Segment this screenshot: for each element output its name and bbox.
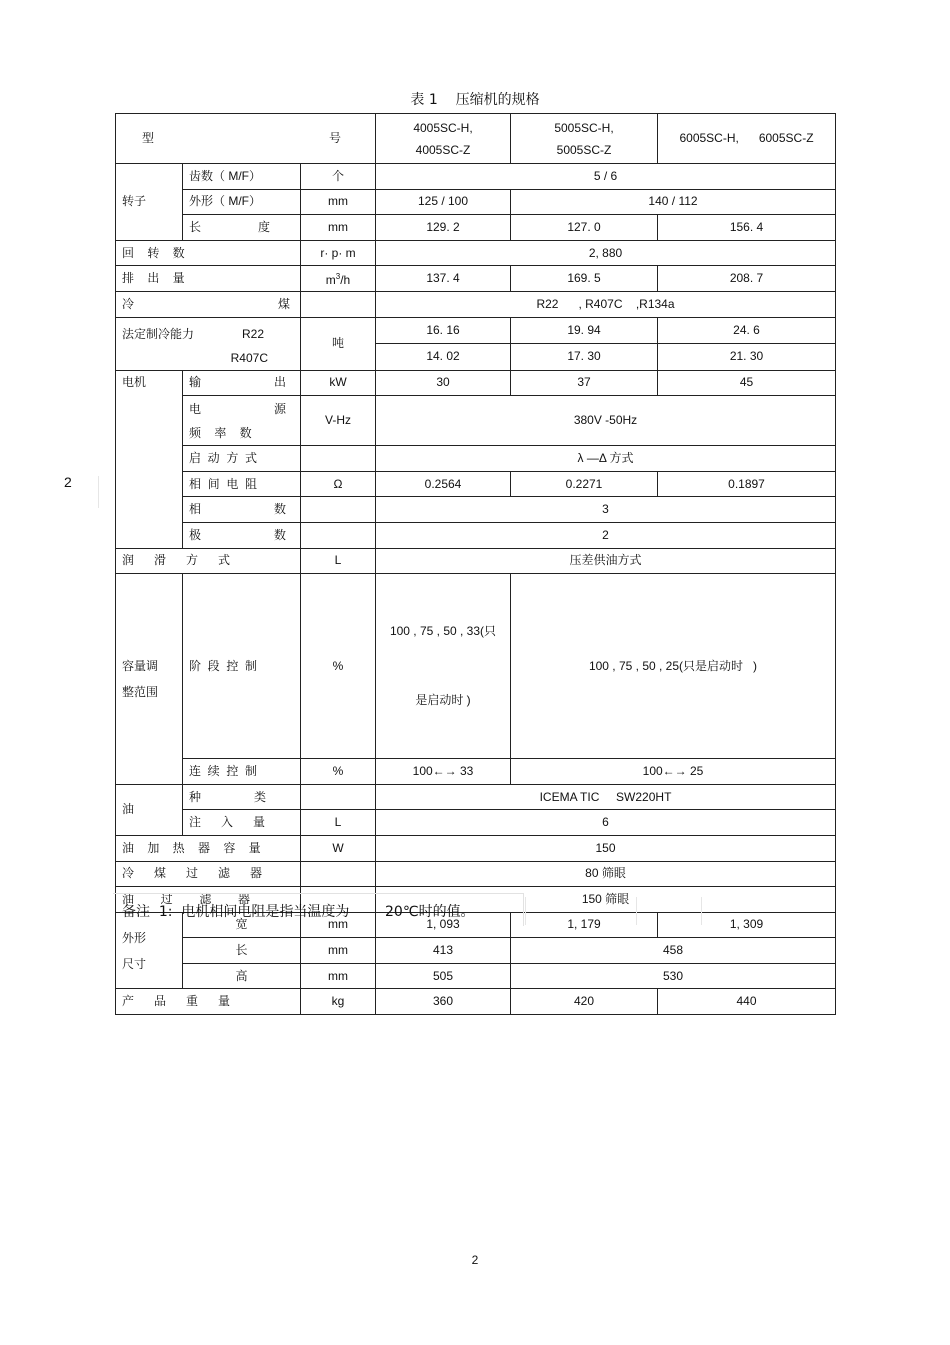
step-control-row <box>116 574 836 759</box>
oil-fill-unit: L <box>301 810 376 836</box>
motor-phase-value: 3 <box>376 497 836 523</box>
motor-output-value-1: 30 <box>376 370 511 396</box>
continuous-control-label: 连 续 控 制 <box>183 759 301 785</box>
teeth-value: 5 / 6 <box>376 164 836 190</box>
continuous-control-row <box>116 759 836 785</box>
side-number: 2 <box>64 474 72 490</box>
motor-resist-unit: Ω <box>301 471 376 497</box>
outer-value-1: 125 / 100 <box>376 189 511 215</box>
dim-height-row <box>116 963 836 989</box>
continuous-control-value-1: 100←→ 33 <box>376 759 511 785</box>
model-2-cell <box>511 114 658 164</box>
step-control-value-1 <box>376 574 511 759</box>
weight-value-1: 360 <box>376 989 511 1015</box>
footnote: 备注 1: 电机相间电阻是指当温度为 20℃时的值。 <box>122 904 475 920</box>
ref-filter-unit <box>301 861 376 887</box>
motor-pole-label-a: 极 <box>189 527 202 542</box>
motor-output-unit: kW <box>301 370 376 396</box>
motor-output-label-a: 输 <box>189 375 202 390</box>
model-3-cell: 6005SC-H, 6005SC-Z <box>658 114 836 164</box>
step-control-value-1-line1: 100 , 75 , 50 , 33(只 <box>389 624 497 639</box>
dims-group-line2: 尺寸 <box>122 956 147 971</box>
refrigerant-label <box>116 291 301 317</box>
oil-filter-value: 150 筛眼 <box>376 887 836 913</box>
motor-power-label-b: 源 <box>273 401 286 416</box>
motor-output-label-b: 出 <box>273 375 286 390</box>
discharge-unit-tail: /h <box>340 273 351 288</box>
refrigerant-unit <box>301 291 376 317</box>
oil-filter-label: 油 过 滤 器 <box>116 887 301 913</box>
model-label-right: 号 <box>328 131 341 145</box>
outer-unit: mm <box>301 189 376 215</box>
oil-type-label-b: 类 <box>253 789 266 804</box>
faint-divider-3 <box>701 897 702 925</box>
heater-value: 150 <box>376 835 836 861</box>
rotor-length-value-3: 156. 4 <box>658 215 836 241</box>
oil-type-row <box>116 784 836 810</box>
refrigerant-row <box>116 291 836 317</box>
heater-label: 油 加 热 器 容 量 <box>116 835 301 861</box>
model-label-cell <box>116 114 376 164</box>
cap-range-group-line2: 整范围 <box>122 684 159 699</box>
rpm-value: 2, 880 <box>376 240 836 266</box>
motor-output-label <box>183 370 301 396</box>
faint-side-divider <box>98 476 99 508</box>
capacity-r22-label: R22 <box>241 326 264 341</box>
motor-output-value-2: 37 <box>511 370 658 396</box>
discharge-label: 排 出 量 <box>116 266 301 292</box>
motor-phase-label-a: 相 <box>189 502 202 517</box>
oil-type-label <box>183 784 301 810</box>
dim-width-label: 宽 <box>183 912 301 938</box>
motor-resist-value-1: 0.2564 <box>376 471 511 497</box>
motor-power-value: 380V -50Hz <box>376 396 836 446</box>
capacity-label-cell <box>116 317 301 370</box>
model-1-line2: 4005SC-Z <box>415 142 471 157</box>
continuous-control-value-23: 100←→ 25 <box>511 759 836 785</box>
discharge-value-1: 137. 4 <box>376 266 511 292</box>
capacity-r22-value-3: 24. 6 <box>658 317 836 344</box>
capacity-r407c-label: R407C <box>230 350 268 365</box>
motor-resist-value-2: 0.2271 <box>511 471 658 497</box>
capacity-r22-row <box>116 317 836 344</box>
ref-filter-value: 80 筛眼 <box>376 861 836 887</box>
discharge-unit-sup: 3 <box>335 272 341 282</box>
outer-value-23: 140 / 112 <box>511 189 836 215</box>
lubrication-unit: L <box>301 548 376 574</box>
motor-group-label: 电机 <box>116 370 183 548</box>
capacity-r22-value-1: 16. 16 <box>376 317 511 344</box>
step-control-label: 阶 段 控 制 <box>183 574 301 759</box>
step-control-value-1-line2: 是启动时 ) <box>415 693 471 708</box>
capacity-r407c-value-1: 14. 02 <box>376 344 511 371</box>
model-header-row <box>116 114 836 164</box>
model-1-cell <box>376 114 511 164</box>
motor-output-value-3: 45 <box>658 370 836 396</box>
dim-height-value-1: 505 <box>376 963 511 989</box>
dim-length-label: 长 <box>183 938 301 964</box>
oil-group-label: 油 <box>116 784 183 835</box>
motor-power-row <box>116 396 836 446</box>
motor-pole-label <box>183 522 301 548</box>
motor-resist-row <box>116 471 836 497</box>
weight-label: 产 品 重 量 <box>116 989 301 1015</box>
refrigerant-label-b: 煤 <box>277 296 290 311</box>
discharge-value-2: 169. 5 <box>511 266 658 292</box>
rotor-outer-row <box>116 189 836 215</box>
oil-fill-label: 注 入 量 <box>183 810 301 836</box>
motor-pole-value: 2 <box>376 522 836 548</box>
ref-filter-label: 冷 煤 过 滤 器 <box>116 861 301 887</box>
discharge-unit <box>301 266 376 292</box>
dim-length-value-1: 413 <box>376 938 511 964</box>
capacity-unit: 吨 <box>301 317 376 370</box>
page-number: 2 <box>471 1253 479 1267</box>
dim-length-unit: mm <box>301 938 376 964</box>
rpm-row <box>116 240 836 266</box>
discharge-value-3: 208. 7 <box>658 266 836 292</box>
dim-length-row <box>116 938 836 964</box>
weight-value-3: 440 <box>658 989 836 1015</box>
weight-row <box>116 989 836 1015</box>
rotor-length-value-1: 129. 2 <box>376 215 511 241</box>
dim-height-label: 高 <box>183 963 301 989</box>
cap-range-group-label <box>116 574 183 785</box>
model-1-line1: 4005SC-H, <box>413 120 473 135</box>
oil-type-unit <box>301 784 376 810</box>
refrigerant-value: R22 , R407C ,R134a <box>376 291 836 317</box>
dim-height-unit: mm <box>301 963 376 989</box>
motor-power-label <box>183 396 301 446</box>
model-2-line2: 5005SC-Z <box>556 142 612 157</box>
cap-range-group-line1: 容量调 <box>122 658 159 673</box>
capacity-r407c-value-2: 17. 30 <box>511 344 658 371</box>
discharge-row <box>116 266 836 292</box>
rpm-label: 回 转 数 <box>116 240 301 266</box>
motor-phase-unit <box>301 497 376 523</box>
continuous-control-unit: % <box>301 759 376 785</box>
step-control-unit: % <box>301 574 376 759</box>
ref-filter-row <box>116 861 836 887</box>
motor-pole-unit <box>301 522 376 548</box>
discharge-unit-base: m <box>325 273 336 288</box>
motor-start-value: λ —Δ 方式 <box>376 446 836 472</box>
motor-phase-label <box>183 497 301 523</box>
dim-height-value-23: 530 <box>511 963 836 989</box>
rotor-group-label: 转子 <box>116 164 183 241</box>
heater-row <box>116 835 836 861</box>
motor-pole-label-b: 数 <box>273 527 286 542</box>
capacity-r22-value-2: 19. 94 <box>511 317 658 344</box>
faint-divider-1 <box>525 897 526 925</box>
outer-label: 外形（ M/F） <box>183 189 301 215</box>
dim-width-value-3: 1, 309 <box>658 912 836 938</box>
dim-width-unit: mm <box>301 912 376 938</box>
rotor-length-label-a: 长 <box>189 219 202 234</box>
rpm-unit: r· p· m <box>301 240 376 266</box>
rotor-length-value-2: 127. 0 <box>511 215 658 241</box>
table-caption: 表 1 压缩机的规格 <box>410 92 540 108</box>
motor-pole-row <box>116 522 836 548</box>
rotor-length-unit: mm <box>301 215 376 241</box>
motor-resist-label: 相 间 电 阻 <box>183 471 301 497</box>
rotor-length-row <box>116 215 836 241</box>
oil-type-value: ICEMA TIC SW220HT <box>376 784 836 810</box>
model-label-left: 型 <box>142 131 155 145</box>
dim-length-value-23: 458 <box>511 938 836 964</box>
heater-unit: W <box>301 835 376 861</box>
motor-phase-row <box>116 497 836 523</box>
compressor-spec-table <box>115 113 836 1015</box>
teeth-label: 齿数（ M/F） <box>183 164 301 190</box>
lubrication-row <box>116 548 836 574</box>
rotor-teeth-row <box>116 164 836 190</box>
rotor-length-label-b: 度 <box>257 219 270 234</box>
motor-output-row <box>116 370 836 396</box>
rotor-length-label <box>183 215 301 241</box>
weight-unit: kg <box>301 989 376 1015</box>
motor-start-label: 启 动 方 式 <box>183 446 301 472</box>
teeth-unit: 个 <box>301 164 376 190</box>
motor-phase-label-b: 数 <box>273 502 286 517</box>
dim-width-value-1: 1, 093 <box>376 912 511 938</box>
weight-value-2: 420 <box>511 989 658 1015</box>
faint-divider-2 <box>636 897 637 925</box>
motor-power-label-a: 电 <box>189 401 202 416</box>
lubrication-label: 润 滑 方 式 <box>116 548 301 574</box>
motor-start-unit <box>301 446 376 472</box>
motor-power-unit: V-Hz <box>301 396 376 446</box>
oil-type-label-a: 种 <box>189 789 202 804</box>
capacity-label: 法定制冷能力 <box>122 326 195 341</box>
model-2-line1: 5005SC-H, <box>554 120 614 135</box>
step-control-value-23: 100 , 75 , 50 , 25(只是启动时 ) <box>511 574 836 759</box>
dim-width-value-2: 1, 179 <box>511 912 658 938</box>
motor-resist-value-3: 0.1897 <box>658 471 836 497</box>
oil-fill-value: 6 <box>376 810 836 836</box>
motor-start-row <box>116 446 836 472</box>
motor-freq-label: 频 率 数 <box>189 425 252 440</box>
refrigerant-label-a: 冷 <box>122 296 135 311</box>
lubrication-value: 压差供油方式 <box>376 548 836 574</box>
capacity-r407c-value-3: 21. 30 <box>658 344 836 371</box>
dims-group-line1: 外形 <box>122 930 147 945</box>
oil-fill-row <box>116 810 836 836</box>
